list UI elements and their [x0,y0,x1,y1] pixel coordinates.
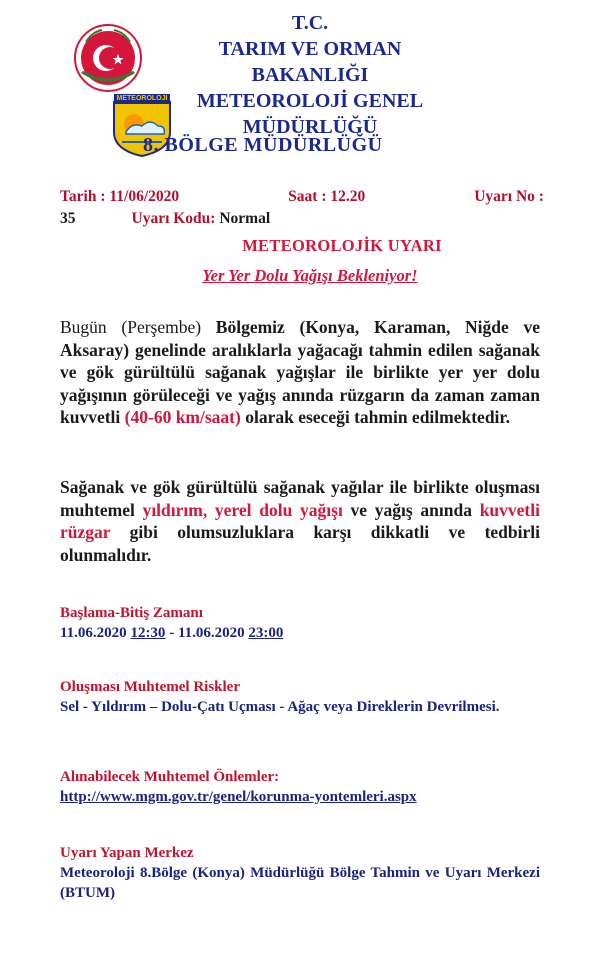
date-label: Tarih : [60,188,110,205]
regional-directorate: 8. BÖLGE MÜDÜRLÜĞÜ [143,134,383,156]
meta-row-1 [60,188,544,210]
p1-body: Bölgemiz (Konya, Karaman, Niğde ve Aksaray) genelinde aralıklarla yağacağı tahmin edilen sağanak ve gök gürültülü sağanak yağışlar ile birlikte yer yer dolu yağışının görüleceği ve yağış anında rüzgarın da zaman zaman kuvvetli [60,317,540,427]
measures-section [60,767,540,807]
ministry-emblem-icon [72,22,144,94]
p2-part2: ve yağış anında [342,499,480,520]
time-label: Saat : [288,188,331,205]
p1-end: olarak eseceği tahmin edilmektedir. [240,407,510,427]
date-field [60,188,179,210]
p2-part3: gibi olumsuzluklara karşı dikkatli ve tedbirli olunmalıdır. [60,522,540,565]
risks-section-title: Oluşması Muhtemel Riskler [60,679,240,695]
ministry-title [160,10,460,140]
header-line-mudurluk: MÜDÜRLÜĞÜ [242,116,378,138]
warning-subtitle: Yer Yer Dolu Yağışı Bekleniyor! [202,266,418,285]
time-value: 12.20 [330,188,366,205]
time-field [288,188,365,210]
start-date: 11.06.2020 [60,625,131,641]
header-line-bakanlik: BAKANLIĞI [251,64,369,86]
center-section-title: Uyarı Yapan Merkez [60,845,194,861]
meta-row-2 [60,210,544,232]
warning-no-value: 35 [60,210,76,227]
p1-wind-speed: (40-60 km/saat) [124,407,241,427]
center-body: Meteoroloji 8.Bölge (Konya) Müdürlüğü Bölge Tahmin ve Uyarı Merkezi (BTUM) [60,865,540,901]
warning-code-value: Normal [219,210,271,227]
header-line-genel: METEOROLOJİ GENEL [196,90,424,112]
p2-strong-wind: kuvvetli rüzgar [60,499,540,542]
header-line-tc: T.C. [291,12,329,34]
time-section [60,603,540,643]
risks-body: Sel - Yıldırım – Dolu-Çatı Uçması - Ağaç veya Direklerin Devrilmesi. [60,699,500,715]
warning-no-label: Uyarı No : [474,188,544,205]
warning-title: METEOROLOJİK UYARI [242,236,442,255]
center-section [60,843,540,903]
advice-paragraph [60,476,540,566]
header-line-ministry: TARIM VE ORMAN [218,38,402,60]
warning-code-label: Uyarı Kodu: [131,210,220,227]
letterhead [0,0,590,170]
time-range [60,623,540,643]
warning-meta [60,188,544,232]
end-hour: 23:00 [248,625,284,641]
forecast-paragraph [60,316,540,429]
p1-intro: Bugün (Perşembe) [60,317,216,337]
p2-hazards: yıldırım, yerel dolu yağışı [142,499,343,520]
p2-part1: Sağanak ve gök gürültülü sağanak yağılar ile birlikte oluşması muhtemel [60,477,540,520]
start-hour: 12:30 [130,625,166,641]
measures-section-title: Alınabilecek Muhtemel Önlemler: [60,769,280,785]
measures-link[interactable]: http://www.mgm.gov.tr/genel/korunma-yontemleri.aspx [60,789,417,805]
end-date: 11.06.2020 [177,625,249,641]
met-logo-text: METEOROLOJI [116,95,168,102]
risks-section [60,677,540,717]
date-value: 11/06/2020 [109,188,180,205]
time-separator: - [165,625,178,641]
time-section-title: Başlama-Bitiş Zamanı [60,605,203,621]
